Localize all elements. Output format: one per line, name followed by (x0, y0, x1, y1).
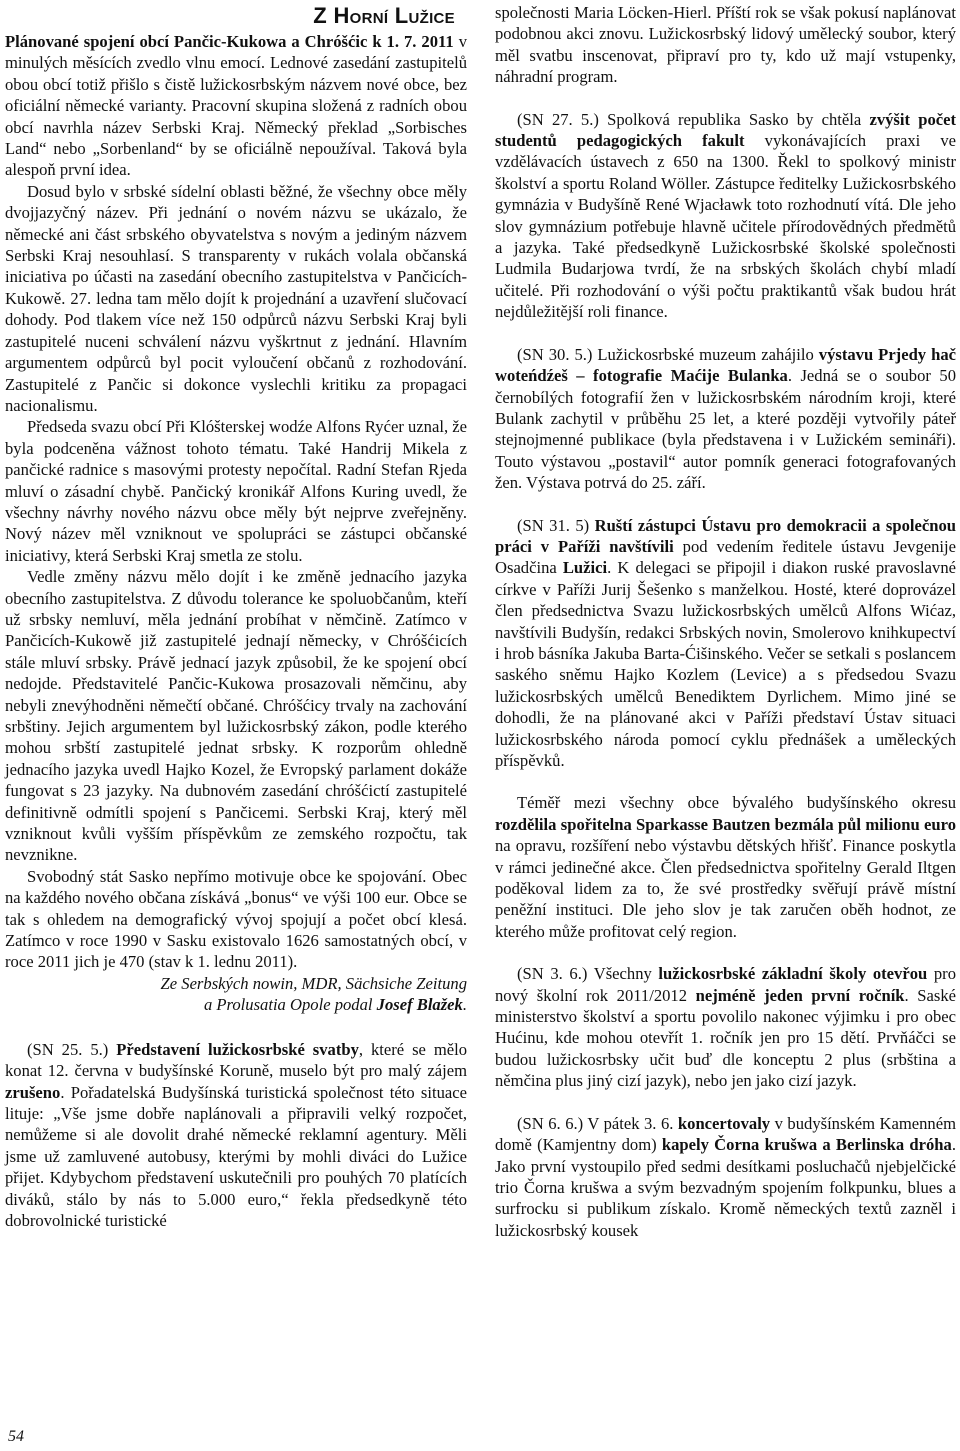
article-paragraph: Vedle změny názvu mělo dojít i ke změně jednacího jazyka obecního zastupitelstva. Z důvodu tolerance ke spoluobčanům, kteří už srbsky nemluví, měla jednání probíhat v němčině. Zatímco v Pančicích-Kukowě již zastupitelé jednají německy, v Chróšćicích stále mluví srbsky. Právě jednací jazyk způsobil, že ke spojení obcí nedojde. Představitelé Pančic-Kukowa prosazovali němčinu, aby nebyli znevýhodněni němečtí občané. Chróšćicy trvaly na zachování srbštiny. Jejich argumentem byl lužickosrbský zákon, podle kterého mohou srbští zastupitelé jednat srbsky. K rozporům ohledně jednacího jazyka uvedl Hajko Kozel, že Evropský parlament dokáže fungovat s 23 jazyky. Na dubnovém zasedání chróšćictí zastupitelé definitivně odmítli spojení s Pančicemi. Serbski Kraj, který měl vzniknout kvůli vyšším příspěvkům ze zemského rozpočtu, tak nevznikne. (5, 567, 467, 865)
news-item: (SN 6. 6.) V pátek 3. 6. koncertovaly v budyšínském Kamenném domě (Kamjentny dom) kapely Čorna krušwa a Berlinska dróha. Jako první vystoupilo před sedmi desítkami posluchačů njebjelčické trio Čorna krušwa a svým bezvadným spojením folkpunku, blues a surfrocku si publikum získalo. Kromě německých textů zazněl i lužickosrbský kousek (495, 1113, 956, 1240)
source-credit: Ze Serbských nowin, MDR, Sächsiche Zeitung a Prolusatia Opole podal Josef Blažek. (160, 973, 467, 1015)
news-item: (SN 27. 5.) Spolková republika Sasko by chtěla zvýšit počet studentů pedagogických fakult vykonávajících praxi ve vzdělávacích ústavech z 650 na 1300. Řekl to spolkový ministr školství a sportu Roland Wöller. Zástupce ředitelky Lužickosrbského gymnázia v Budyšíně René Wjacławk toto rozhodnutí vítá. Dle jeho slov gymnázium potřebuje hlavně učitele přírodovědných předmětů a jazyka. Také předsedkyně Lužickosrbské školské společnosti Ludmila Budarjowa tvrdí, že na srbských školách chybí mladí učitelé. Při rozhodování o výši počtu praktikantů však budou hrát nejdůležitější roli finance. (495, 109, 957, 322)
article-paragraph: Plánované spojení obcí Pančic-Kukowa a Chróšćic k 1. 7. 2011 v minulých měsících zvedlo vlnu emocí. Lednové zasedání zastupitelů obou obcí totiž přišlo s čistě lužickosrbským názvem nové obce, bez oficiální německé varianty. Pracovní skupina složená z radních obou obcí navrhla název Serbski Kraj. Německý překlad „Sorbisches Land“ nebo „Sorbenland“ by se oficiálně nepoužíval. Taková byla alespoň první idea. (5, 32, 467, 180)
page-number: 54 (8, 1428, 24, 1445)
article-paragraph: Dosud bylo v srbské sídelní oblasti běžné, že všechny obce měly dvojjazyčný název. Při jednání o novém názvu se ukázalo, že německé ani část srbského obyvatelstva s novým a jediným názvem Serbski Kraj nesouhlasí. S transparenty v rukách volala občanská iniciativa po účasti na zasedání obecního zastupitelstva v Pančicích-Kukowě. 27. ledna tam mělo dojít k projednání a uzavření slučovací dohody. Pod tlakem více než 150 odpůrců názvu Serbski Kraj byli zastupitelé nuceni schválení názvu vyškrtnut z jednání. Hlavním argumentem odpůrců byl pocit vyloučení občanů z rozhodování. Zastupitelé z Pančic si dokonce vyslechli kritiku za propagaci nacionalismu. (5, 181, 467, 415)
source-line-1: Ze Serbských nowin, MDR, Sächsiche Zeitung (160, 973, 467, 993)
news-item: (SN 30. 5.) Lužickosrbské muzeum zahájilo výstavu Prjedy hač woteńdźeš – fotografie Maćije Bulanka. Jedná se o soubor 50 černobílých fotografií žen v lužickosrbském národním kroji, které Bulank zachytil v průběhu 25 let, a které později vytvořily páteř stejnojmenné publikace (byla představena i v Lužickém semináři). Touto výstavou „postavil“ autor pomník generaci fotografovaných žen. Výstava potrvá do 25. září. (495, 344, 956, 493)
article-paragraph: Předseda svazu obcí Při Klóšterskej wodźe Alfons Ryćer uznal, že byla podceněna vážnost tohoto tématu. Také Handrij Mikela z pančické radnice s masovými protesty nepočítal. Radní Stefan Rjeda mluví o zásadní chybě. Pančický kronikář Alfons Kuring uvedl, že všechny návrhy nového názvu obce měly být nejprve zveřejněny. Nový název měl vzniknout ve spolupráci se zástupci občanské iniciativy, která Serbski Kraj smetla ze stolu. (5, 417, 467, 565)
left-column (5, 2, 467, 1231)
news-item-continued: společnosti Maria Löcken-Hierl. Příští rok se však pokusí naplánovat podobnou akci znovu. Lužickosrbský lidový umělecký soubor, který měl svatbu inscenovat, připraví pro ty, kdo už mají vstupenky, náhradní program. (495, 3, 956, 87)
news-item: Téměř mezi všechny obce bývalého budyšínského okresu rozdělila spořitelna Sparkasse Bautzen bezmála půl milionu euro na opravu, rozšíření nebo výstavbu dětských hřišť. Finance poskytla v rámci jedinečné akce. Člen předsednictva spořitelny Gerald Iltgen poděkoval lidem za to, že své prostředky svěřují právě místní peněžní instituci. Dle jeho slov je tak zaručen oběh hodnot, ze kterého může profitovat celý region. (495, 793, 956, 941)
news-item: (SN 3. 6.) Všechny lužickosrbské základní školy otevřou pro nový školní rok 2011/2012 nejméně jeden první ročník. Saské ministerstvo školství a sportu povolilo nakonec výjimku i pro obec Hućinu, kde mohou otevřít 1. ročník jen pro 15 dětí. Prvňáčci se budou lužickosrbsky učit buď dle konceptu 2 plus (srbština a němčina plus jiný cizí jazyk), nebo jen jako cizí jazyk. (495, 964, 957, 1091)
section-heading: Z Horní Lužice (313, 3, 455, 28)
article-lead: Plánované spojení obcí Pančic-Kukowa a Chróšćic k 1. 7. 2011 (5, 32, 454, 51)
news-item: (SN 25. 5.) Představení lužickosrbské svatby, které se mělo konat 12. června v budyšínské Koruně, muselo být pro malý zájem zrušeno. Pořadatelská Budyšínská turistická společnost této situace lituje: „Vše jsme dobře naplánovali a připravili velký rozpočet, nemůžeme si ale dovolit drahé německé reklamní agentury. Měli jsme už zamluvené autobusy, kterými by mohli diváci do Lužice přijet. Kdybychom představení uskutečnili pro pouhých 70 platících diváků, stálo by nás to 5.000 euro,“ řekla předsedkyně této dobrovolnické turistické (5, 1039, 468, 1230)
news-item: (SN 31. 5) Ruští zástupci Ústavu pro demokracii a společnou práci v Paříži navštívili pod vedením ředitele ústavu Jevgenije Osadčina Lužici. K delegaci se připojil i diakon ruské pravoslavné církve v Paříži Jurij Šešenko s manželkou. Hosté, které doprovázel člen předsednictva Svazu lužickosrbských umělců Alfons Wićaz, navštívili Budyšín, redakci Srbských novin, Smolerovo knihkupectví i hrob básníka Jakuba Barta-Ćišinského. Večer se setkali s poslancem saského sněmu Hajko Kozlem (Levice) a s předsedou Svazu lužickosrbských umělců Benediktem Dyrlichem. Mimo jiné se dohodli, že na plánované akci v Paříži představí Ústav situaci lužickosrbského národa pomocí cyklu přednášek a uměleckých příspěvků. (495, 515, 956, 770)
right-column (495, 2, 956, 1241)
source-author: Josef Blažek (376, 995, 463, 1015)
article-paragraph: Svobodný stát Sasko nepřímo motivuje obce ke spojování. Obec na každého nového občana získává „bonus“ ve výši 100 eur. Obce se tak s ohledem na demografický vývoj spojují a počet obcí klesá. Zatímco v roce 1990 v Sasku existovalo 1626 samostatných obcí, v roce 2011 jich je 470 (stav k 1. lednu 2011). (5, 866, 467, 972)
